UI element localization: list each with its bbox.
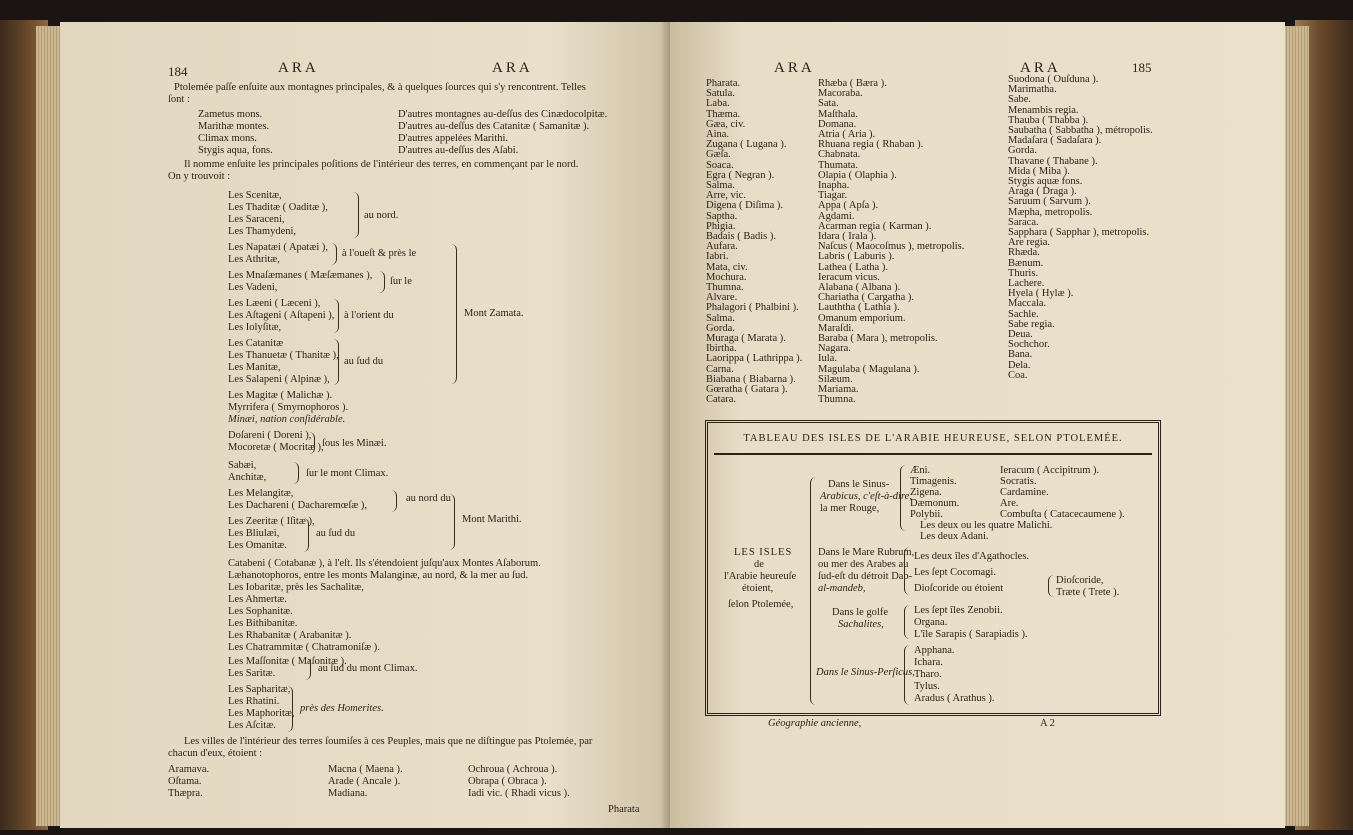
place-entry: Thumna. <box>818 394 856 406</box>
brace-label: à l'orient du <box>344 310 394 321</box>
people-item: Les Thaditæ ( Oaditæ ), <box>228 202 328 213</box>
people-item: Les Thamydeni, <box>228 226 297 237</box>
place-entry: Sapphara ( Sapphar ), metropolis. <box>1008 227 1150 238</box>
intro-line: ſont : <box>168 94 190 105</box>
page-number-right: 185 <box>1132 60 1152 75</box>
city-item: Ochroua ( Achroua ). <box>468 764 558 775</box>
people-item: Les Melangitæ, <box>228 488 294 499</box>
place-entry: Appa ( Apſa ). <box>818 200 879 212</box>
people-item: Les Zeeritæ ( Iſitæ ), <box>228 516 315 527</box>
group-label: Dans le Mare Rubrum, <box>818 547 915 558</box>
place-entry: Arre, vic. <box>706 190 746 202</box>
paragraph-line: Les Sophanitæ. <box>228 606 293 617</box>
brace <box>304 658 311 680</box>
people-item: Myrrifera ( Smyrnophoros ). <box>228 402 349 413</box>
place-entry: Lathea ( Latha ). <box>818 261 888 273</box>
place-entry: Saraca. <box>1008 216 1039 228</box>
brace <box>904 547 911 595</box>
isles-label: étoient, <box>742 583 774 594</box>
place-entry: Olapia ( Olaphia ). <box>818 169 897 181</box>
brace-label: ſur le mont Climax. <box>306 468 389 479</box>
place-entry: Satula. <box>706 88 735 100</box>
city-item: Madiana. <box>328 788 368 799</box>
isle-item: L'île Sarapis ( Sarapiadis ). <box>914 629 1028 640</box>
people-item: Les Omanitæ. <box>228 540 287 551</box>
running-head-left-1: ARA <box>278 60 319 76</box>
isles-table <box>705 420 1161 716</box>
place-entry: Phigia. <box>706 220 736 232</box>
people-item: Les Catanitæ <box>228 338 284 349</box>
source-item: Stygis aqua, fons. <box>198 145 273 156</box>
paragraph-line: Les Rhabanitæ ( Arabanitæ ). <box>228 630 352 641</box>
brace-label: Mont Marithi. <box>462 514 522 525</box>
place-entry: Gæſa. <box>706 149 731 161</box>
place-entry: Agdami. <box>818 210 855 222</box>
paragraph-line: Læhanotophoros, entre les monts Malanginæ, au nord, & la mer au ſud. <box>228 570 529 581</box>
place-entry: Mida ( Miba ). <box>1008 165 1070 177</box>
paragraph-line: Les Aſcitæ. <box>228 720 276 731</box>
place-entry: Iabri. <box>706 251 729 263</box>
paragraph-line: Les Iobaritæ, près les Sachalitæ, <box>228 582 364 593</box>
people-item: Les Magitæ ( Malichæ ). <box>228 390 333 401</box>
place-entry: Iula. <box>818 353 837 365</box>
place-entry: Thæma. <box>706 108 741 120</box>
brace <box>378 271 385 293</box>
place-entry: Marimatha. <box>1008 84 1057 96</box>
isle-item: Apphana. <box>914 645 955 656</box>
place-entry: Aina. <box>706 129 730 140</box>
people-item: Les Athritæ, <box>228 254 280 265</box>
paragraph-line: Les Sapharitæ, <box>228 684 291 695</box>
place-entry: Laorippa ( Lathrippa ). <box>706 353 803 365</box>
left-page <box>60 22 670 828</box>
group-label: la mer Rouge, <box>820 503 880 514</box>
place-entry: Omanum emporium. <box>818 312 906 324</box>
city-item: Macna ( Maena ). <box>328 764 403 775</box>
place-entry: Zugana ( Lugana ). <box>706 139 787 151</box>
people-item: Les Dachareni ( Dacharemœſæ ), <box>228 500 368 511</box>
place-entry: Saruum ( Sarvum ). <box>1008 196 1091 208</box>
place-entry: Aufara. <box>706 241 738 253</box>
brace-label: au ſud du <box>316 528 356 539</box>
brace-label: ſous les Minæi. <box>322 438 387 449</box>
place-entry: Lauththa ( Lathia ). <box>818 302 900 314</box>
people-item: Les Napatæi ( Apatæi ), <box>228 242 329 253</box>
closing-line: Les villes de l'intérieur des terres ſoumiſes à ces Peuples, mais que ne diſtingue pas Ptolemée, par <box>184 736 593 747</box>
group-label: Dans le golfe <box>832 607 888 618</box>
place-entry: Biabana ( Biabarna ). <box>706 373 796 385</box>
brace <box>292 462 299 484</box>
brace-label: au ſud du <box>344 356 384 367</box>
isle-item: Organa. <box>914 617 948 628</box>
place-entry: Inapha. <box>818 180 850 191</box>
source-desc: D'autres appelées Marithi. <box>398 133 509 144</box>
group-label: Sachalites, <box>838 619 884 630</box>
paragraph-line: Les Bithibanitæ. <box>228 618 298 629</box>
place-entry: Mochura. <box>706 271 747 283</box>
place-entry: Rhæda. <box>1008 247 1040 259</box>
isle-item: Tharo. <box>914 669 942 680</box>
isle-item: Les deux îles d'Agathocles. <box>914 551 1030 562</box>
signature-mark: A 2 <box>1040 718 1055 729</box>
place-entry: Nagara. <box>818 343 851 355</box>
brace <box>308 432 315 454</box>
source-desc: D'autres montagnes au-deſſus des Cinædocolpitæ. <box>398 109 608 120</box>
paragraph-line: Les Chatrammitæ ( Chatramoniſæ ). <box>228 642 380 653</box>
people-item: Sabæi, <box>228 460 257 471</box>
place-entry: Alabana ( Albana ). <box>818 282 901 293</box>
group-label: Dans le Sinus- <box>828 479 890 490</box>
brace <box>900 465 907 531</box>
people-item: Les Thanuetæ ( Thanitæ ), <box>228 350 339 361</box>
place-entry: Carna. <box>706 363 734 375</box>
brace <box>448 494 455 550</box>
second-intro: Il nomme enſuite les principales poſitions de l'intérieur des terres, en commençant par le nord. <box>184 159 579 170</box>
isles-label: ſelon Ptolemée, <box>728 599 794 610</box>
place-entry: Naſcus ( Maocoſmus ), metropolis. <box>818 241 965 253</box>
isle-item: Combuſta ( Catacecaumene ). <box>1000 509 1125 520</box>
place-entry: Salma. <box>706 312 735 324</box>
isle-item: Polybii. <box>910 509 943 520</box>
place-entry: Labris ( Laburis ). <box>818 251 895 263</box>
city-item: Obrapa ( Obraca ). <box>468 776 547 787</box>
paragraph-line: Les Rhatini. <box>228 696 280 707</box>
isle-item: Zigena. <box>910 487 942 498</box>
place-entry: Pharata. <box>706 78 741 89</box>
place-entry: Mariama. <box>818 384 859 395</box>
isle-item: Socratis. <box>1000 476 1037 487</box>
place-entry: Alvare. <box>706 292 738 304</box>
second-intro: On y trouvoit : <box>168 171 231 182</box>
isle-item: Ichara. <box>914 657 943 668</box>
people-item: Les Vadeni, <box>228 282 278 293</box>
paragraph-line: Les Ahmertæ. <box>228 594 287 605</box>
people-item: Les Salapeni ( Alpinæ ), <box>228 374 330 385</box>
group-label: Dans le Sinus-Perſicus, <box>816 667 915 678</box>
place-entry: Idara ( Irala ). <box>818 231 877 242</box>
isle-item: Dæmonum. <box>910 498 960 509</box>
table-title: TABLEAU DES ISLES DE L'ARABIE HEUREUSE, SELON PTOLEMÉE. <box>743 433 1123 444</box>
isle-item: Tylus. <box>914 681 940 692</box>
place-entry: Sabe regia. <box>1008 318 1055 330</box>
place-entry: Egra ( Negran ). <box>706 169 775 181</box>
place-entry: Tiagar. <box>818 190 848 202</box>
table-rule <box>714 453 1152 455</box>
place-entry: Are regia. <box>1008 237 1050 249</box>
people-item: Les Manitæ, <box>228 362 281 373</box>
people-item: Anchitæ, <box>228 472 267 483</box>
paragraph-line: Les Maphoritæ, <box>228 708 295 719</box>
people-item: Les Scenitæ, <box>228 190 282 201</box>
place-entry: Digena ( Diſima ). <box>706 200 783 212</box>
place-entry: Acarman regia ( Karman ). <box>818 220 932 232</box>
place-entry: Gæa, civ. <box>706 118 746 130</box>
city-item: Aramava. <box>168 764 210 775</box>
place-entry: Badais ( Badis ). <box>706 231 776 242</box>
city-item: Oſtama. <box>168 776 202 787</box>
group-label: ſud-eſt du détroit Dab- <box>818 571 913 582</box>
paragraph-line: Les Saritæ. <box>228 668 276 679</box>
isle-item: Les deux Adani. <box>920 531 989 542</box>
city-item: Iadi vic. ( Rhadi vicus ). <box>468 788 570 799</box>
people-item: Mocoretæ ( Mocritæ ), <box>228 442 324 453</box>
group-label: al-mandeb, <box>818 583 866 594</box>
place-entry: Silæum. <box>818 373 853 385</box>
people-item: Les Læeni ( Læceni ), <box>228 298 321 309</box>
footer-left: Géographie ancienne, <box>768 718 862 729</box>
brace-label: au nord du <box>406 493 451 504</box>
brace <box>302 518 309 552</box>
place-entry: Mæpha, metropolis. <box>1008 206 1093 218</box>
group-label: Arabicus, c'eſt-à-dire, <box>820 491 912 502</box>
place-entry: Baraba ( Mara ), metropolis. <box>818 333 938 344</box>
place-entry: Madaſara ( Sadaſara ). <box>1008 135 1102 147</box>
city-item: Thæpra. <box>168 788 203 799</box>
isles-label: LES ISLES <box>734 547 793 558</box>
place-entry: Araga ( Draga ). <box>1008 186 1077 198</box>
place-entry: Menambis regia. <box>1008 104 1079 116</box>
isle-item: Træte ( Trete ). <box>1056 587 1120 598</box>
brace-label: au nord. <box>364 210 399 221</box>
paragraph-line: Catabeni ( Cotabanæ ), à l'eſt. Ils s'étendoient juſqu'aux Montes Aſaborum. <box>228 558 541 569</box>
brace <box>332 339 339 385</box>
people-item: Les Bliulæi, <box>228 528 280 539</box>
isle-item: Aradus ( Arathus ). <box>914 693 995 704</box>
brace <box>330 243 337 265</box>
place-entry: Phalagori ( Phalbini ). <box>706 302 799 314</box>
brace-label: ſur le <box>390 276 412 287</box>
place-entry: Saptha. <box>706 210 738 222</box>
brace <box>450 244 457 384</box>
place-entry: Rhuana regia ( Rhaban ). <box>818 139 924 151</box>
place-entry: Thauba ( Thabba ). <box>1008 114 1089 126</box>
intro-line: Ptolemée paſſe enſuite aux montagnes principales, & à quelques ſources qui s'y rencontrent. Telles <box>174 82 586 93</box>
people-item: Les Iolyſitæ, <box>228 322 282 333</box>
group-label: ou mer des Arabes au <box>818 559 909 570</box>
people-item: Les Saraceni, <box>228 214 285 225</box>
place-entry: Maſthala. <box>818 108 858 120</box>
catchword: Pharata <box>608 804 640 815</box>
place-entry: Salma. <box>706 180 735 191</box>
place-entry: Dela. <box>1008 359 1031 371</box>
place-entry: Suodona ( Ouſduna ). <box>1008 74 1099 85</box>
place-entry: Thavane ( Thabane ). <box>1008 155 1098 167</box>
place-entry: Sochchor. <box>1008 339 1050 351</box>
place-entry: Gœratha ( Gatara ). <box>706 384 788 395</box>
page-edges-right <box>1281 26 1309 826</box>
place-entry: Stygis aquæ fons. <box>1008 176 1083 187</box>
place-entry: Maraſdi. <box>818 322 854 334</box>
people-item: Les Aſtageni ( Aſtapeni ), <box>228 310 335 321</box>
place-entry: Catara. <box>706 394 737 406</box>
place-entry: Chariatha ( Cargatha ). <box>818 292 915 304</box>
place-entry: Ibirtha. <box>706 343 737 355</box>
place-entry: Gorda. <box>706 322 735 334</box>
city-item: Arade ( Ancale ). <box>328 776 401 787</box>
place-entry: Maccala. <box>1008 298 1047 310</box>
source-item: Marithæ montes. <box>198 121 270 132</box>
source-desc: D'autres au-deſſus des Catanitæ ( Samanitæ ). <box>398 121 590 132</box>
isle-item: Dioſcoride ou étoient <box>914 583 1004 594</box>
place-entry: Thumata. <box>818 159 858 171</box>
place-entry: Deua. <box>1008 329 1033 340</box>
brace <box>352 192 359 238</box>
place-entry: Hyela ( Hylæ ). <box>1008 288 1074 300</box>
place-entry: Chabnata. <box>818 149 861 161</box>
brace <box>390 490 397 512</box>
place-entry: Mata, civ. <box>706 261 748 273</box>
brace-label: à l'oueſt & près le <box>342 248 417 259</box>
place-entry: Bana. <box>1008 349 1033 361</box>
running-head-right-2: ARA <box>1020 60 1061 76</box>
place-entry: Thuris. <box>1008 267 1039 279</box>
isle-item: Cardamine. <box>1000 487 1049 498</box>
place-entry: Atria ( Aria ). <box>818 129 876 140</box>
place-entry: Sachle. <box>1008 308 1039 320</box>
place-entry: Macoraba. <box>818 88 863 100</box>
running-head-right-1: ARA <box>774 60 815 76</box>
isle-item: Dioſcoride, <box>1056 575 1104 586</box>
isle-item: Les ſept îles Zenobii. <box>914 605 1003 616</box>
page-number-left: 184 <box>168 64 188 79</box>
source-item: Zametus mons. <box>198 109 263 120</box>
people-item: Les Mnaſæmanes ( Mæſæmanes ), <box>228 270 373 281</box>
place-entry: Coa. <box>1008 369 1028 381</box>
place-entry: Rhæba ( Bæra ). <box>818 78 887 89</box>
place-entry: Gorda. <box>1008 145 1037 157</box>
place-entry: Magulaba ( Magulana ). <box>818 363 920 375</box>
closing-line: chacun d'eux, étoient : <box>168 748 263 759</box>
people-item: Minæi, nation conſidérable. <box>228 414 346 425</box>
brace <box>904 645 911 705</box>
place-entry: Sata. <box>818 98 839 110</box>
place-entry: Sabe. <box>1008 94 1032 106</box>
isle-item: Æni. <box>910 465 931 476</box>
source-desc: D'autres au-deſſus des Aſabi. <box>398 145 519 156</box>
brace-label: Mont Zamata. <box>464 308 524 319</box>
place-entry: Lachere. <box>1008 278 1045 289</box>
isle-item: Les deux ou les quatre Malichi. <box>920 520 1053 531</box>
isles-label: l'Arabie heureuſe <box>724 571 797 582</box>
brace-label: près des Homerites. <box>300 703 384 714</box>
place-entry: Laba. <box>706 98 730 110</box>
place-entry: Saubatha ( Sabbatha ), métropolis. <box>1008 125 1153 136</box>
brace-label: au ſud du mont Climax. <box>318 663 418 674</box>
isle-item: Les ſept Cocomagi. <box>914 567 996 578</box>
paragraph-line: Les Maſſonitæ ( Maſonitæ ). <box>228 656 347 667</box>
brace <box>1048 575 1055 597</box>
place-entry: Ieracum vicus. <box>818 271 880 283</box>
brace <box>286 686 293 732</box>
isles-label: de <box>754 559 764 570</box>
isle-item: Timagenis. <box>910 476 957 487</box>
place-entry: Thumna. <box>706 282 744 293</box>
source-item: Climax mons. <box>198 133 257 144</box>
brace <box>904 605 911 639</box>
running-head-left-2: ARA <box>492 60 533 76</box>
place-entry: Soaca. <box>706 159 734 171</box>
brace <box>332 299 339 333</box>
isle-item: Are. <box>1000 498 1019 509</box>
people-item: Doſareni ( Doreni ), <box>228 430 312 441</box>
place-entry: Bænum. <box>1008 257 1044 269</box>
isle-item: Ieracum ( Accipitrum ). <box>1000 465 1100 476</box>
place-entry: Muraga ( Marata ). <box>706 333 786 344</box>
place-entry: Domana. <box>818 118 857 130</box>
